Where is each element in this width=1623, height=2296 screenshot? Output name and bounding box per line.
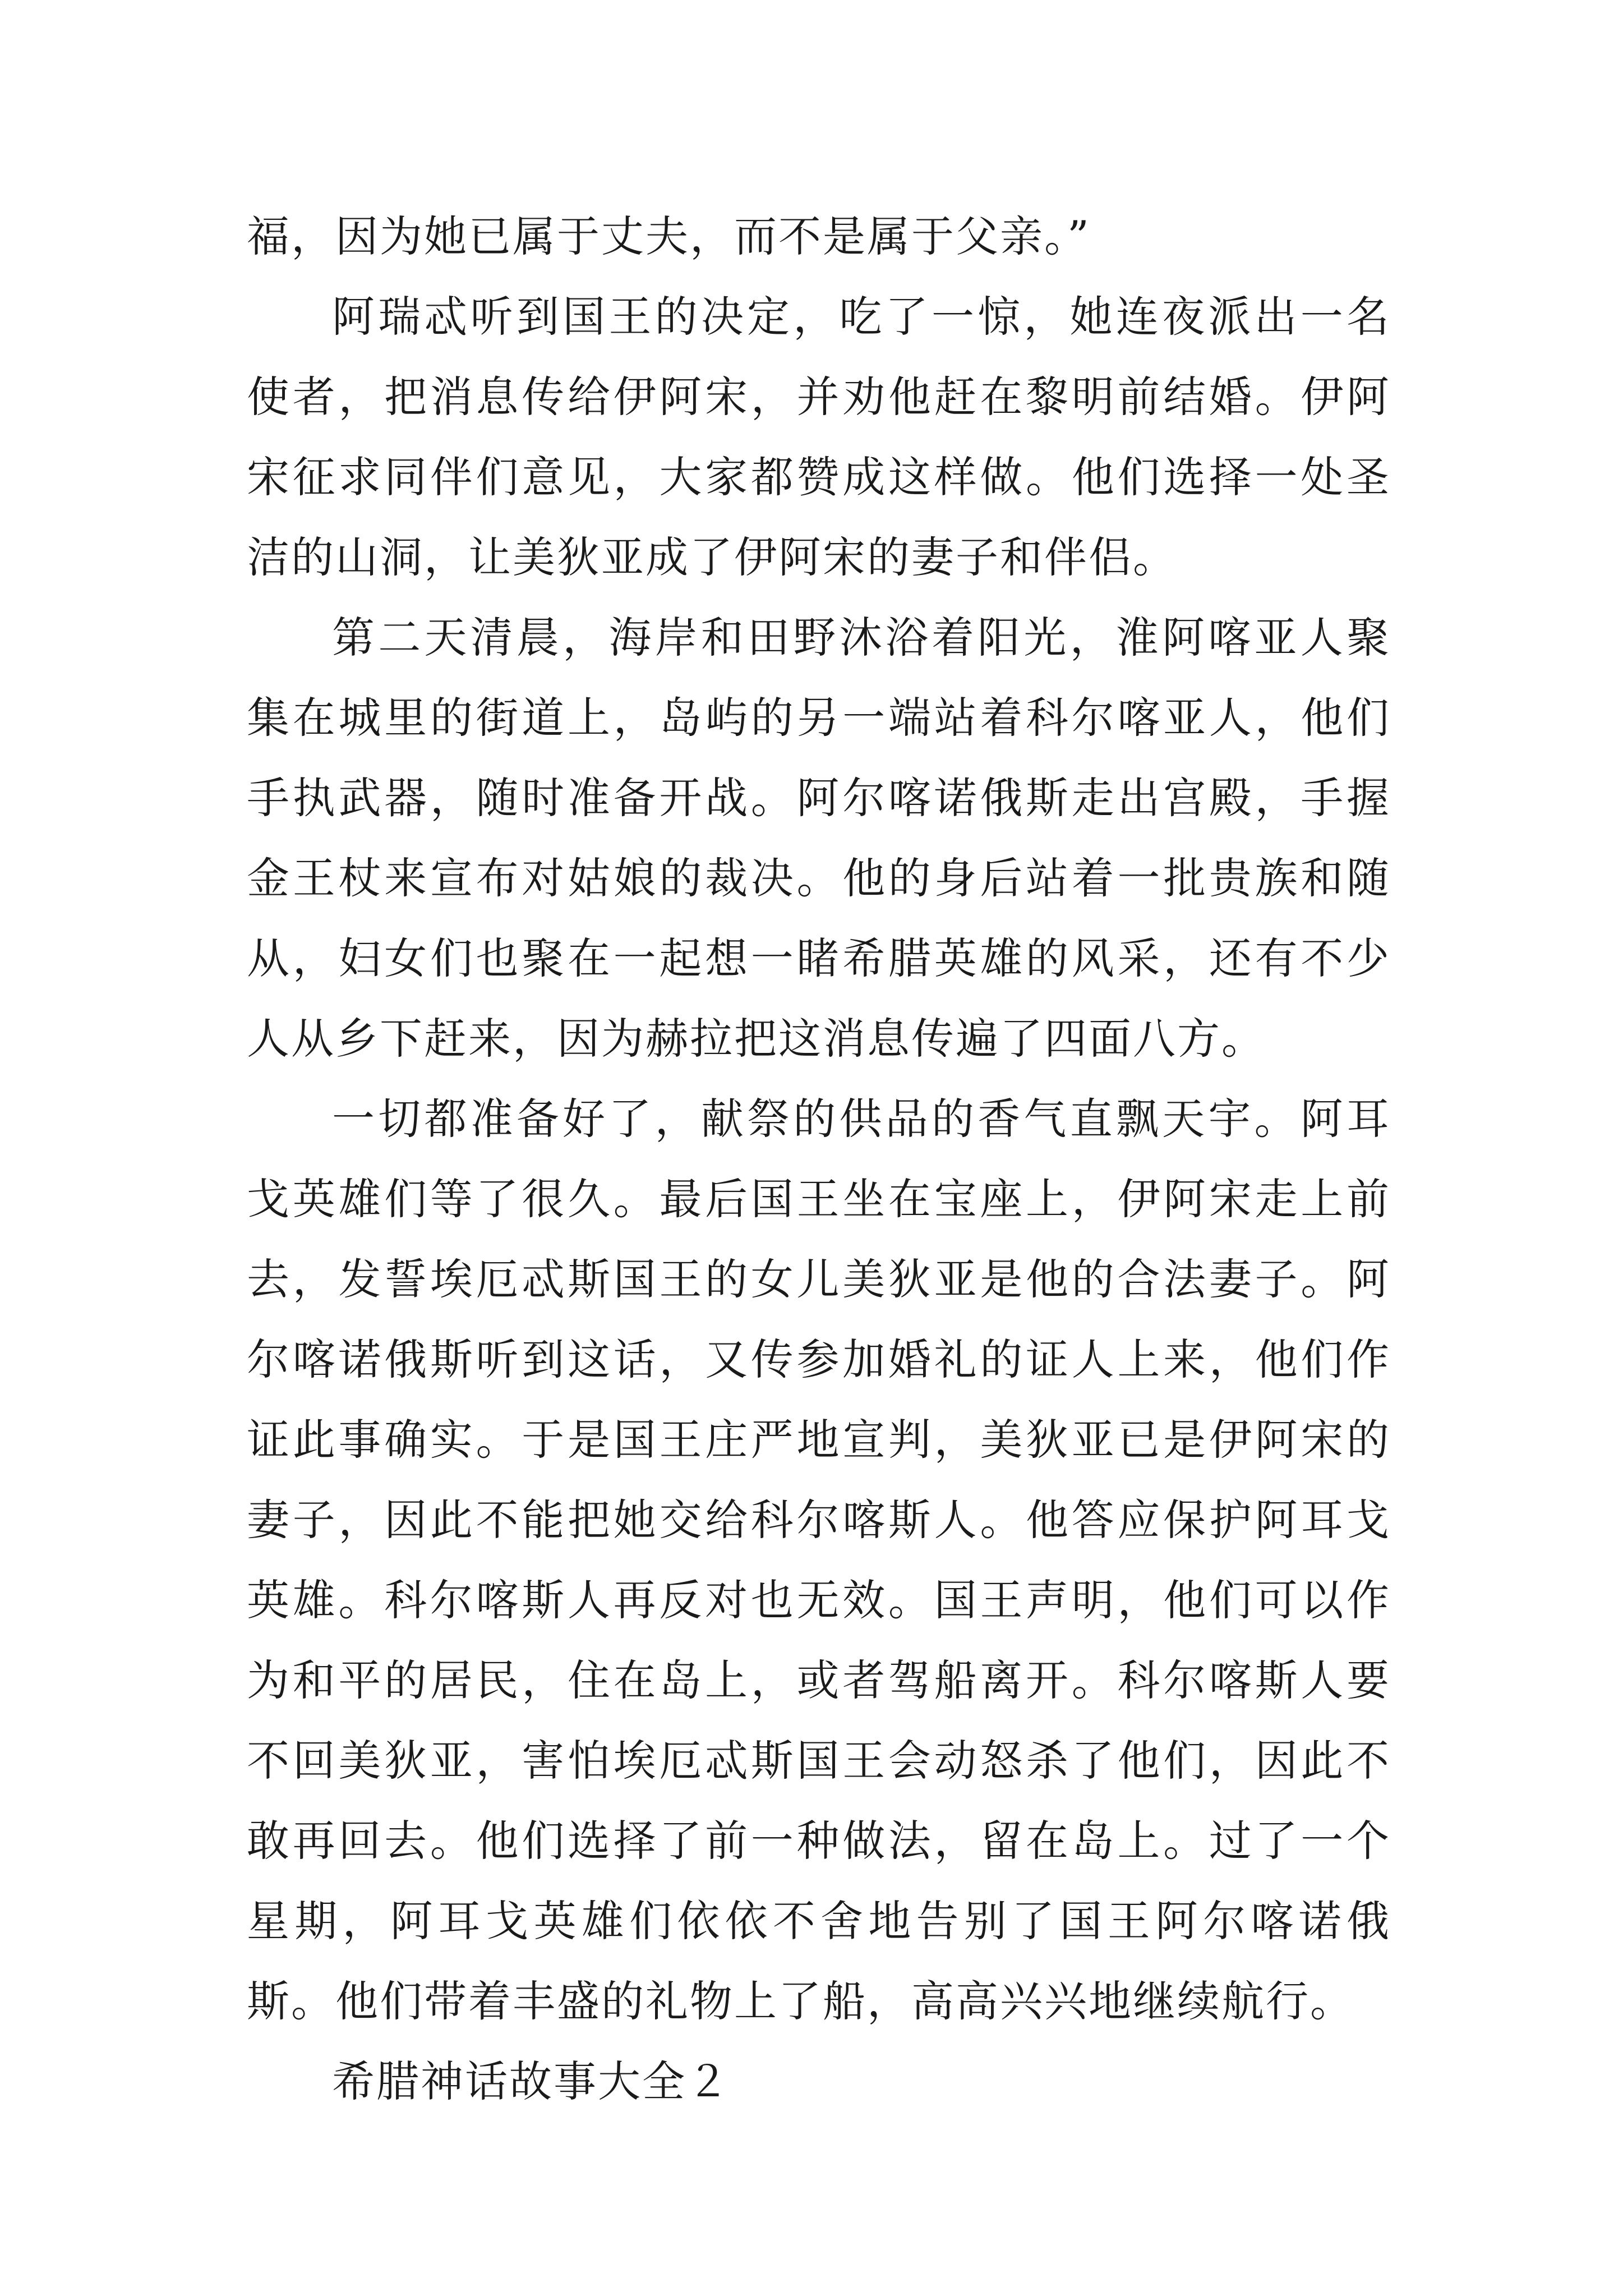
paragraph-royal-judgment: 一切都准备好了，献祭的供品的香气直飘天宇。阿耳戈英雄们等了很久。最后国王坐在宝座上，伊阿宋走上前去，发誓埃厄忒斯国王的女儿美狄亚是他的合法妻子。阿尔喀诺俄斯听到这话，又传参加婚礼的证人上来，他们作证此事确实。于是国王庄严地宣判，美狄亚已是伊阿宋的妻子，因此不能把她交给科尔喀斯人。他答应保护阿耳戈英雄。科尔喀斯人再反对也无效。国王声明，他们可以作为和平的居民，住在岛上，或者驾船离开。科尔喀斯人要不回美狄亚，害怕埃厄忒斯国王会动怒杀了他们，因此不敢再回去。他们选择了前一种做法，留在岛上。过了一个星期，阿耳戈英雄们依依不舍地告别了国王阿尔喀诺俄斯。他们带着丰盛的礼物上了船，高高兴兴地继续航行。	[247, 1094, 1391, 2026]
section-heading: 希腊神话故事大全２	[332, 2056, 731, 2106]
paragraph-next-morning: 第二天清晨，海岸和田野沐浴着阳光，淮阿喀亚人聚集在城里的街道上，岛屿的另一端站着科尔喀亚人，他们手执武器，随时准备开战。阿尔喀诺俄斯走出宫殿，手握金王杖来宣布对姑娘的裁决。他的身后站着一批贵族和随从，妇女们也聚在一起想一睹希腊英雄的风采，还有不少人从乡下赶来，因为赫拉把这消息传遍了四面八方。	[247, 613, 1391, 1064]
paragraph-continuation: 福，因为她已属于丈夫，而不是属于父亲。”	[247, 211, 1091, 261]
paragraph-arete-decision: 阿瑞忒听到国王的决定，吃了一惊，她连夜派出一名使者，把消息传给伊阿宋，并劝他赶在黎明前结婚。伊阿宋征求同伴们意见，大家都赞成这样做。他们选择一处圣洁的山洞，让美狄亚成了伊阿宋的妻子和伴侣。	[247, 292, 1391, 582]
document-body	[247, 196, 1391, 2122]
